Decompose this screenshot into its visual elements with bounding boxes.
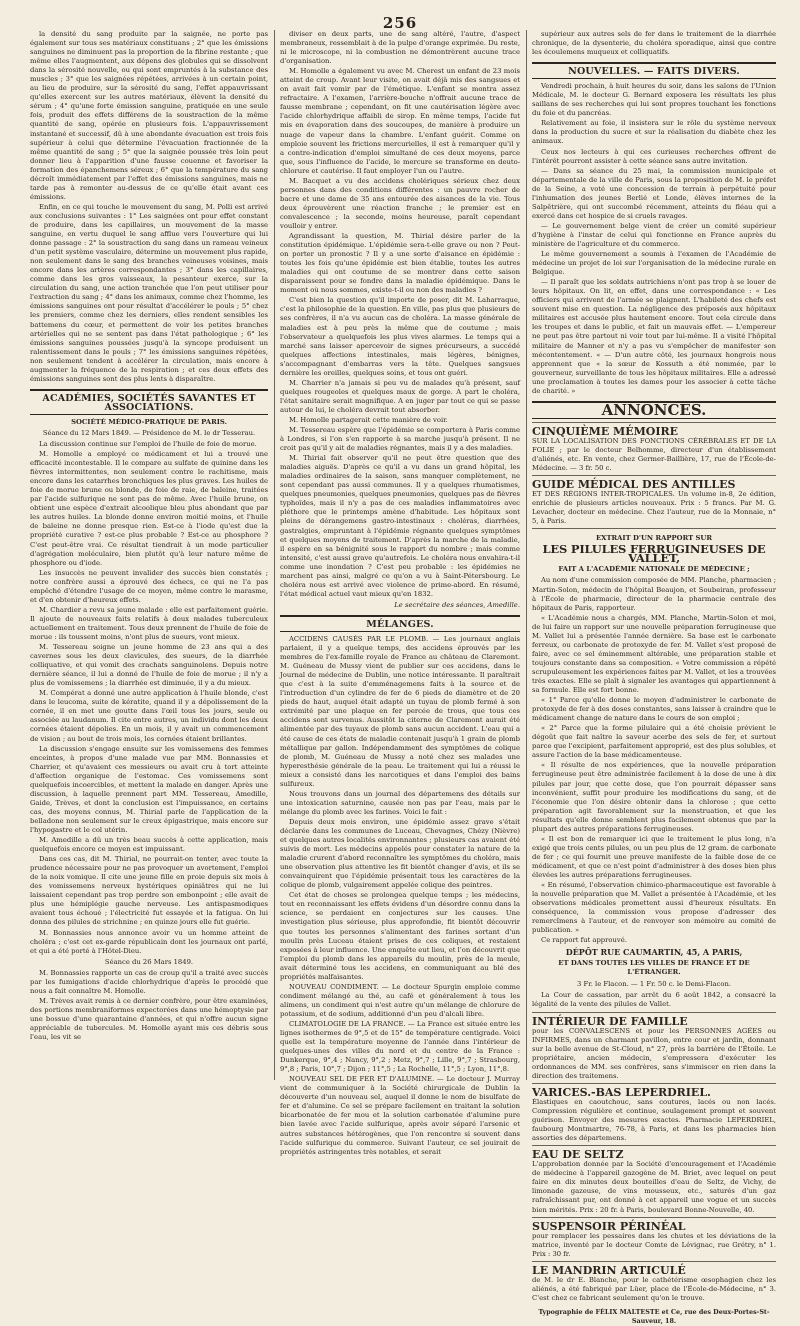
ad-suspensoir — [532, 1217, 776, 1261]
section-title-academies: ACADÉMIES, SOCIÉTÉS SAVANTES ET ASSOCIATIONS. — [30, 389, 268, 415]
paragraph: NOUVEAU SEL DE FER ET D'ALUMINE. — Le docteur J. Murray vient de communiquer à la Société chirurgicale de Dublin la découverte d'un nouveau sel, auquel il donne le nom de bisulfate de fer et d'alumine. Ce sel se prépare facilement en traitant la solution bicarbonatée de fer mou et la solution carbonatée d'alumine pure bien lavée avec l'acide sulfurique, après avoir séparé l'arsenic et autres substances hétérogènes, que l'on rencontre si souvent dans l'acide sulfurique du commerce. Suivant l'auteur, ce sel jouirait de propriétés astringentes très notables, et serait — [280, 1075, 520, 1156]
paragraph: Ce rapport fut approuvé. — [541, 936, 627, 945]
column-2 — [280, 30, 520, 1156]
paragraph: M. Homolle partagerait cette manière de voir. — [289, 415, 448, 424]
section-title-annonces: ANNONCES. — [532, 401, 776, 419]
paragraph: Depuis deux mois environ, une épidémie assez grave s'était déclarée dans les communes de Luceau, Chevagnes, Chézy (Nièvre) et quelques autres localités environnantes ; plusieurs cas avaient été suivis de mort. Les médecins appelés pour constater la nature de la maladie crurent d'abord reconnaître les symptômes du choléra, mais une observation plus attentive les fit bientôt changer d'avis, et ils se convainquirent que l'épidémie présentait tous les caractères de la colique de plomb, vulgairement appelée colique des peintres. — [280, 817, 520, 890]
ad-title: INTÉRIEUR DE FAMILLE — [532, 1014, 688, 1028]
paragraph: Agrandissant la question, M. Thirial désire parler de la constitution épidémique. L'épidémie sera-t-elle grave ou non ? Peut-on porter un pronostic ? Il y a une sorte d'aisance en épidémie : toutes les fois qu'une épidémie est bien établie, toutes les autres maladies qui ont coutume de se montrer dans cette saison disparaissent pour se fondre dans la maladie épidémique. Dans le moment où nous sommes, existe-t-il ou non des maladies ? — [280, 232, 520, 295]
ad-eau-seltz — [532, 1145, 776, 1216]
paragraph: Enfin, en ce qui touche le mouvement du sang, M. Polli est arrivé aux conclusions suivantes : 1° Les saignées ont pour effet constant de produire, dans les capillaires, un mouvement de la masse sanguine, en vertu duquel le sang afflue vers l'ouverture qui lui donne passage : 2° la soustraction du sang dans un rameau veineux d'un petit système vasculaire, détermine un mouvement plus rapide, non seulement dans le sang des branches veineuses voisines, mais encore dans les artères correspondantes ; 3° dans les capillaires, comme dans les gros vaisseaux, la pesanteur exerce, sur la circulation du sang, une action tranchée que l'on peut utiliser pour l'extraction du sang ; 4° dans les animaux, comme chez l'homme, les émissions sanguines ont pour résultat d'accélérer le pouls ; 5° chez les premiers, comme chez les derniers, elles rendent sensibles les battemens du cœur, et permettent de voir les petites branches artérielles qui ne se sentent pas dans l'état pathologique ; 6° les émissions sanguines poussées jusqu'à la syncope produisent un ralentissement dans le pouls ; 7° les émissions sanguines répétées, non seulement tendent à accélérer la circulation, mais encore à augmenter la fréquence de la respiration ; et ces deux effets des émissions sanguines sont des plus lents à disparaître. — [30, 202, 268, 383]
depot-address: DÉPÔT RUE CAUMARTIN, 45, A PARIS, — [565, 947, 743, 958]
ad-text: L'approbation donnée par la Société d'encouragement et l'Académie de médecine à l'appareil gazogène de M. Briet, avec lequel on peut faire en dix minutes deux bouteilles d'eau de Seltz, de Vichy, de limonade gazeuse, de vins mousseux, etc., saturés d'un gaz rafraîchissant pur, ont donné à cet appareil une vogue et un succès bien mérités. Prix : 20 fr. à Paris, boulevard Bonne-Nouvelle, 40. — [532, 1160, 776, 1214]
ad-text: ET DES RÉGIONS INTER-TROPICALES. Un volume in-8, 2e édition, enrichie de plusieurs articles nouveaux. Prix : 5 francs. Par M. G. Levacher, docteur en médecine. Chez l'auteur, rue de la Monnaie, n° 5, à Paris. — [532, 490, 776, 526]
ad-varices — [532, 1083, 776, 1145]
ad-title: VARICES.-BAS LEPERDRIEL. — [532, 1085, 711, 1099]
paragraph: M. Bonnassies rapporte un cas de croup qu'il a traité avec succès par les fumigations d'acide chlorhydrique d'après le procédé que nous a fait connaître M. Homolle. — [30, 968, 268, 995]
ad-title: EAU DE SELTZ — [532, 1148, 624, 1162]
ad-kicker: EXTRAIT D'UN RAPPORT SUR — [595, 534, 713, 543]
depot-price: 3 Fr. le Flacon. — 1 Fr. 50 c. le Demi-Flacon. — [577, 979, 731, 988]
ad-guide-antilles — [532, 475, 776, 528]
paragraph: Relativement au foie, il insistera sur le rôle du système nerveux dans la production du sucre et sur la réalisation du diabète chez les animaux. — [532, 119, 776, 146]
paragraph: M. Bonnassies nous annonce avoir vu un homme atteint de choléra ; c'est cet ex-garde républicain dont les journaux ont parlé, et qui a été porté à l'Hôtel-Dieu. — [30, 928, 268, 955]
section-title-nouvelles: NOUVELLES. — FAITS DIVERS. — [532, 62, 776, 79]
ad-text: Élastiques en caoutchouc, sans coutures, lacés ou non lacés. Compression régulière et continue, soulagement prompt et souvent guérison. Envoyer des mesures exactes. Pharmacie LEPERDRIEL, faubourg Montmartre, 76-78, à Paris, et dans les pharmacies bien assorties des départemens. — [532, 1098, 776, 1143]
section-title-melanges: MÉLANGES. — [280, 615, 520, 632]
paragraph: C'est bien la question qu'il importe de poser, dit M. Laharraque, c'est la philosophie de la question. En ville, pas plus que plusieurs de ses confrères, il n'a vu aucun cas de choléra. La masse générale de maladies est à peu près la même que de coutume ; mais l'observateur a quelquefois les plus vives alarmes. Le temps qui a marché sans laisser apercevoir de signes précurseurs, a succédé quelques affections intestinales, mais légères, bénignes, s'accompagnant d'embarras vers la tête. Quelques sangsues dernière les oreilles, quelques soins, et tous ont guéri. — [280, 296, 520, 377]
ad-pilules-vallet — [532, 528, 776, 1011]
column-rule-2 — [526, 30, 527, 1080]
printer-imprint: Typographie de FÉLIX MALTESTE et Ce, rue des Deux-Portes-St-Sauveur, 18. — [538, 1307, 770, 1325]
paragraph: la densité du sang produite par la saignée, ne porte pas également sur tous ses matériaux constituans ; 2° que les émissions sanguines ne diminuent pas la proportion de la fibrine restante ; que même elles l'augmentent, aux dépens des globules qui se dissolvent dans la sérosité nouvelle, ou qui sont empruntés à la substance des muscles ; 3° que les saignées répétées, arrivées à un certain point, au lieu de produire, sur la sérosité du sang, l'effet appauvrissant qu'elles exercent sur les autres matériaux, élèvent la densité du sérum ; 4° qu'une forte émission sanguine, pratiquée en une seule fois, produit des effets différens de la soustraction de la même quantité de sang, opérée en plusieurs fois. L'appauvrissement instantané et successif, dû à une abondante évacuation est trois fois supérieur à celui que détermine l'évacuation fractionnée de la même quantité de sang ; 5° que la saignée poussée très loin peut donner lieu à l'apparition d'une fausse couenne et favoriser la formation des épanchemens séreux ; 6° que la température du sang décroît immédiatement par l'effet des émissions sanguines, mais ne tarde pas à remonter au-dessus de ce qu'elle était avant ces émissions. — [30, 30, 268, 201]
session-date-2: Séance du 26 Mars 1849. — [104, 957, 194, 966]
paragraph: « Il est bon de remarquer ici que le traitement le plus long, n'a exigé que trois cents pilules, ou un peu plus de 12 gram. de carbonate de fer ; ce qui fournit une preuve manifeste de la faible dose de ce médicament, et que ce n'est point d'administrer à des doses bien plus élevées les autres préparations ferrugineuses. — [532, 834, 776, 879]
paragraph: CLIMATOLOGIE DE LA FRANCE. — La France est située entre les lignes isothermes de 9°,5 et de 15° de température centigrade. Voici quelle est la température moyenne de l'année dans l'intérieur de quelques-unes des villes du nord et du centre de la France : Dunkerque, 9°,4 ; Nancy, 9°,2 ; Metz, 9°,7 ; Lille, 9°,7 ; Strasbourg, 9°,8 ; Paris, 10°,7 ; Dijon ; 11°,5 ; La Rochelle, 11°,5 ; Lyon, 11°,8. — [280, 1019, 520, 1074]
paragraph: Vendredi prochain, à huit heures du soir, dans les salons de l'Union Médicale, M. le docteur G. Bernard exposera les résultats les plus saillans de ses recherches qui lui sont propres touchant les fonctions du foie et du pancréas. — [532, 82, 776, 118]
paragraph: « 2° Parce que la forme pilulaire qui a été choisie prévient le dégoût que fait naître la saveur acerbe des sels de fer, et surtout parce que l'excipient, parfaitement approprié, est des plus solubles, et assure l'action de la base médicamenteuse. — [532, 724, 776, 760]
paragraph: M. Chardier a revu sa jeune malade : elle est parfaitement guérie. Il ajoute de nouveaux faits relatifs à deux malades tuberculeux actuellement en traitement. Tous deux prennent de l'huile de foie de morue : ils toussent moins, n'ont plus de sueurs, vont mieux. — [30, 605, 268, 641]
depot-cities: ET DANS TOUTES LES VILLES DE FRANCE ET DE L'ÉTRANGER. — [558, 959, 750, 977]
ad-title: GUIDE MÉDICAL DES ANTILLES — [532, 478, 736, 492]
paragraph: « Il résulte de nos expériences, que la nouvelle préparation ferrugineuse peut être administrée facilement à la dose de une à dix pilules par jour, que cette dose, que l'on pourrait dépasser sans inconvénient, suffit pour produire les modifications du sang, et de l'économie que l'on désire obtenir dans la chlorose ; que cette préparation agit favorablement sur la menstruation, et que les résultats qu'elle donne semblent plus facilement obtenus que par la plupart des autres préparations ferrugineuses. — [532, 761, 776, 833]
paragraph: La discussion s'engage ensuite sur les vomissemens des femmes enceintes, à propos d'une malade vue par MM. Bonnassies et Charrier, et qu'avaient ces messieurs ou avait cru à tort atteinte d'affection organique de l'estomac. Ces vomissemens sont quelquefois incoercibles, et mettent la malade en danger. Après une discussion, à laquelle prennent part MM. Tessereau, Amedille, Gaide, Trèves, et dont la conclusion est l'impuissance, en certains cas, des moyens connus, M. Thirial parle de l'application de la belladone non seulement sur le creux épigastrique, mais encore sur l'hypogastre et le col utérin. — [30, 744, 268, 834]
paragraph: supérieur aux autres sels de fer dans le traitement de la diarrhée chronique, de la dysenterie, du choléra sporadique, ainsi que contre les écoulemens muqueux et colliquatifs. — [532, 30, 776, 57]
paragraph: — Le gouvernement belge vient de créer un comité supérieur d'hygiène à l'instar de celui qui fonctionne en France auprès du ministère de l'agriculture et du commerce. — [532, 221, 776, 248]
paragraph: Dans ces cas, dit M. Thirial, ne pourrait-on tenter, avec toute la prudence nécessaire pour ne pas provoquer un avortement, l'emploi de la noix vomique. Il cite une jeune fille en proie depuis six mois à des vomissemens nerveux hystériques opiniâtres qui ne lui laissaient cependant pas trop perdre son embonpoint ; elle avait de plus une hémiplégie gauche nerveuse. Les antispasmodiques avaient tous échoué ; l'électricité fut essayée et la fatigua. On lui donna des pilules de strichnine ; en quinze jours elle fut guérie. — [30, 855, 268, 927]
column-1 — [30, 30, 268, 1080]
paragraph: M. Thirial fait observer qu'il ne peut être question que des maladies aiguës. D'après ce qu'il a vu dans un grand hôpital, les maladies ordinaires de la saison, sans manquer complètement, ne sont cependant pas aussi communes. Il y a quelques rhumatismes, quelques pneumonies, quelques pneumonies, quelques pas de fièvres typhoïdes, mais il n'y a pas de ces maladies inflammatoires avec pléthore que le printemps amène d'habitude. Les hôpitaux sont pleins de dérangemens gastro-intestinaux : choléras, diarrhées, gastralgies, empruntant à l'épidémie régnante quelques symptômes et quelques moyens de traitement. D'après la marche de la maladie, il espère en sa bénignité sous le rapport du nombre ; mais comme intensité, c'est aussi grave qu'autrefois. Le choléra nous envahira-t-il comme une inondation ? C'est peu probable : les épidémies ne marchent pas ainsi, malgré ce qu'on a vu à Saint-Pétersbourg. Le choléra nous est arrivé avec violence de prime-abord. En résumé, l'état médical actuel vaut mieux qu'en 1832. — [280, 454, 520, 598]
column-rule-1 — [274, 30, 275, 1080]
session-date: Séance du 12 Mars 1849. — Présidence de M. le dr Tesserau. — [42, 428, 256, 437]
paragraph: — Dans sa séance du 25 mai, la commission municipale et départementale de la ville de Paris, sous la proposition de M. le préfet de la Seine, a voté une concession de terrain à perpétuité pour l'inhumation des jeunes Berlié et Londe, élèves internes de la Salpêtrière, qui ont succombé récemment, atteints du fléau qui a exercé dans cet hospice de si cruels ravages. — [532, 166, 776, 220]
paragraph: M. Compérat a donné une autre application à l'huile blonde, c'est dans le leucoma, suite de kératite, quand il y a dépolissement de la cornée, il en met une goutte dans l'œil tous les jours, seule ou associée au laudanum. Il cite entre autres, un individu dont les deux cornées étaient dépolies. En un mois, il y avait un commencement de vision ; au bout de trois mois, les cornées étaient brillantes. — [30, 689, 268, 743]
ad-cinquieme-memoire — [532, 422, 776, 475]
paragraph: Les insuccès ne peuvent invalider des succès bien constatés ; notre confrère aussi a éprouvé des échecs, ce qui ne l'a pas empêché d'étendre l'usage de ce moyen, même contre le marasme, et d'en obtenir d'heureux effets. — [30, 568, 268, 604]
paragraph: M. Tessereau espère que l'épidémie se comportera à Paris comme à Londres, si l'on s'en rapporte à sa marche jusqu'à présent. Il ne croit pas qu'il y ait de maladies régnantes, mais il y a des maladies. — [280, 426, 520, 453]
ad-text: pour remplacer les pessaires dans les chutes et les déviations de la matrice, inventé par le docteur Comte de Lévignac, rue Grétry, n° 1. Prix : 30 fr. — [532, 1231, 776, 1258]
society-title: SOCIÉTÉ MÉDICO-PRATIQUE DE PARIS. — [71, 417, 227, 426]
paragraph: M. Homolle a également vu avec M. Cherest un enfant de 23 mois atteint de croup. Avant leur visite, on avait déjà mis des sangsues et on avait fait vomir par de l'émétique. L'enfant se montra assez refractaire. A l'examen, l'arrière-bouche n'offrait aucune trace de fausse membrane ; cependant, on fit une cautérisation légère avec l'acide chlorhydrique affaibli de sirop. En même temps, l'acide fut mis en évaporation dans des soucoupes, de manière à produire un nuage de vapeur dans la chambre. L'enfant guérit. Comme on emploie souvent les frictions mercurielles, il est à remarquer qu'il y a contre-indication d'emploi simultané de ces deux moyens, parce que, sous l'influence de l'acide, le mercure se transforme en deuto-chlorure et cautérise. Il faut employer l'un ou l'autre. — [280, 67, 520, 175]
paragraph: NOUVEAU CONDIMENT. — Le docteur Spurgin emploie comme condiment mélangé au thé, au café et généralement à tous les alimens, un condiment qui n'est autre qu'un mélange de chlorure de potassium, et de sodium, additionné d'un peu d'alcali libre. — [280, 982, 520, 1018]
paragraph: — Il paraît que les soldats autrichiens n'ont pas trop à se louer de leurs hôpitaux. On lit, en effet, dans une correspondance : « Les officiers qui arrivent de l'armée se plaignent. L'habileté des chefs est souvent mise en question. La négligence des préposés aux hôpitaux militaires est accusée plus hautement encore. Tout cela circule dans les troupes et dans le public, et fait un mauvais effet. — L'empereur ne peut pas être partout ni voir tout par lui-même. Il a visité l'hôpital militaire de Manner et n'y a pas vu s'empêcher de manifester son mécontentement. « — D'un autre côté, les journaux hongrois nous apprennent que « la sœur de Kossuth a été nommée, par le gouverneur, surveillante de tous les hôpitaux militaires. Elle a adressé une proclamation à toutes les dames pour les associer à cette tâche de charité. » — [532, 278, 776, 395]
ad-title: LES PILULES FERRUGINEUSES DE VALLET, — [542, 542, 766, 566]
secretary-signature: Le secrétaire des séances, Amedille. — [394, 600, 520, 609]
paragraph: M. Trèves avait remis à ce dernier confrère, pour être examinées, des portions membraniformes expectorées dans une hémoptysie par une bossue d'une quarantaine d'années, et qui n'offre aucun signe appréciable de tubercules. M. Homolle ayant mis ces débris sous l'eau, les vit se — [30, 996, 268, 1042]
paragraph: Ceux nos lecteurs à qui ces curieuses recherches offrent de l'intérêt pourront assister à cette séance sans autre invitation. — [532, 147, 776, 165]
ad-subtitle: FAIT A L'ACADÉMIE NATIONALE DE MÉDECINE ; — [558, 565, 750, 574]
paragraph: Le même gouvernement a soumis à l'examen de l'Académie de médecine un projet de loi sur l'organisation de la médecine rurale en Belgique. — [532, 250, 776, 277]
paragraph: ACCIDENS CAUSÉS PAR LE PLOMB. — Les journaux anglais parlaient, il y a quelque temps, des accidens éprouvés par les membres de l'ex-famille royale de France au château de Claremont. M. Guéneau de Mussy vient de publier sur ces accidens, dans le Journal de médecine de Dublin, une notice intéressante. Il paraîtrait que c'est à la suite d'emménagemens faits à la source et de l'introduction d'un cylindre de fer de 6 pieds de diamètre et de 20 pieds de haut, auquel était adapté un tuyau de plomb fermé à son extrémité par une plaque en fer percée de trous, que tous ces accidens sont survenus. Aussitôt la citerne de Claremont aurait été alimentée par des tuyaux de plomb sans aucun accident. L'eau qui a été cause de ces états de maladie contenait jusqu'à 1 grain de plomb métallique par gallon. Indépendamment des symptômes de colique de plomb, M. Guéneau de Mussy a noté chez ses malades une hyperesthésie générale de la peau. Le traitement qui lui a réussi le mieux a consisté dans les narcotiques et dans l'emploi des bains sulfureux. — [280, 635, 520, 788]
column-3 — [532, 30, 776, 1325]
paragraph: Cet état de choses se prolongea quelque temps ; les médecins, tout en reconnaissant les effets évidens d'un désordre connu dans la science, se perdaient en conjectures sur les causes. Une investigation plus sérieuse, plus approfondie, fit bientôt découvrir que toutes les personnes s'alimentant des farines sortant d'un moulin près Luceau étaient prises de ces coliques, et restaient exposées à leur influence. Une enquête eut lieu, et l'on découvrit que l'emploi du plomb dans les appareils du moulin, près de la meule, avait déterminé tous les accidens, en communiquant au blé des propriétés malfaisantes. — [280, 891, 520, 981]
paragraph: « L'Académie nous a chargés, MM. Planche, Martin-Solon et moi, de lui faire un rapport sur une nouvelle préparation ferrugineuse que M. Vallet lui a présentée l'année dernière. Sa base est le carbonate ferreux, ou carbonate de protoxyde de fer. M. Vallet s'est proposé de faire, avec ce sel éminemment altérable, une préparation stable et toujours constante dans sa composition. « Votre commission a répété scrupuleusement les expériences faites par M. Vallet, et les a trouvées très exactes. Elle se plaît à signaler les avantages qui appartiennent à sa formule. Elle est fort bonne. — [532, 613, 776, 695]
paragraph: M. Bacquet a vu des accidens cholériques sérieux chez deux personnes dans des conditions différentes : un pauvre rocher de bacre et une dame de 35 ans entourée des aisances de la vie. Tous deux éprouvèrent une réaction franche ; le premier est en convalescence ; la seconde, moins heureuse, paraît cependant voulloir y entrer. — [280, 176, 520, 230]
ad-title: LE MANDRIN ARTICULÉ — [532, 1263, 686, 1277]
paragraph: M. Homolle a employé ce médicament et lui a trouvé une efficacité incontestable. Il le compare au sulfate de quinine dans les fièvres intermittentes, non seulement contre le rachitisme, mais encore dans les catarrhes bronchiques les plus graves. Les huiles de foie de morue brune ou blonde, de foie de raie, de baleine, traitées par l'acide sulfurique ne sont pas de même. Avec l'huile brune, on obtient une espèce d'extrait alcoolique bleu plus abondant que par les autres huiles. La blonde donne environ moitié moins, et l'huile de baleine ne donne presque rien. Est-ce à l'iode qu'est due la propriété curative ? est-ce plus probable ? Est-ce au phosphore ? C'est peut-être vrai. Ce résultat tiendrait à un mode particulier d'agrégation moléculaire, bien plutôt qu'à leur nature même de phosphore ou d'iode. — [30, 450, 268, 567]
ad-interieur-famille — [532, 1012, 776, 1083]
paragraph: La Cour de cassation, par arrêt du 6 août 1842, a consacré la légalité de la vente des pilules de Vallet. — [532, 990, 776, 1008]
paragraph: M. Tessereau soigne un jeune homme de 23 ans qui a des cavernes sous les deux clavicules, des sueurs, de la diarrhée colliquative, et qui vomit des crachats sanguinolens. Depuis notre dernière séance, il lui a donné de l'huile de foie de morue ; il n'y a plus de vomissemens ; la diarrhée est diminuée, il y a du mieux. — [30, 643, 268, 688]
ad-mandrin — [532, 1261, 776, 1305]
page-number: 256 — [382, 14, 418, 32]
paragraph: « 1° Parce qu'elle donne le moyen d'administrer le carbonate de protoxyde de fer à des doses constantes, sans laisser à craindre que le médicament change de nature dans le cours de son emploi ; — [532, 696, 776, 723]
paragraph: M. Charrier n'a jamais si peu vu de malades qu'à présent, sauf quelques rougeoles et quelques maux de gorge. A part le choléra, l'état sanitaire serait magnifique. A en juger par tout ce qui se passe autour de lui, le choléra devrait tout absorber. — [280, 378, 520, 414]
ad-text: SUR LA LOCALISATION DES FONCTIONS CÉRÉBRALES ET DE LA FOLIE ; par le docteur Belhomme, directeur d'un établissement d'aliénés, etc. En vente, chez Germer-Baillière, 17, rue de l'École-de-Médecine. — 3 fr. 50 c. — [532, 436, 776, 473]
paragraph: La discussion continue sur l'emploi de l'huile de foie de morue. — [39, 440, 257, 449]
paragraph: Au nom d'une commission composée de MM. Planche, pharmacien ; Martin-Solon, médecin de l'hôpital Beaujon, et Soubeiran, professeur à l'École de pharmacie, directeur de la pharmacie centrale des hôpitaux de Paris, rapporteur. — [532, 576, 776, 612]
paragraph: M. Amedille a dû un très beau succès à cette application, mais quelquefois encore ce moyen est impuissant. — [30, 836, 268, 854]
ad-text: de M. le dr E. Blanche, pour le cathétérisme œsophagien chez les aliénés, a été fabriqué par Lüer, place de l'École-de-Médecine, n° 3. C'est chez ce fabricant seulement qu'on le trouve. — [532, 1275, 776, 1302]
ad-title: CINQUIÈME MÉMOIRE — [532, 424, 679, 438]
paragraph: « En résumé, l'observation chimico-pharmaceutique est favorable à la nouvelle préparation que M. Vallet a présentée à l'Académie, et les observations médicales promettent aussi d'heureux résultats. En conséquence, la commission vous propose d'adresser des remercîmens à l'auteur, et de renvoyer son mémoire au comité de publication. » — [532, 881, 776, 935]
paragraph: Nous trouvons dans un journal des départemens des détails sur une intoxication saturnine, causée non pas par l'eau, mais par le mélange du plomb avec les farines. Voici le fait : — [280, 789, 520, 816]
ad-title: SUSPENSOIR PÉRINÉAL — [532, 1219, 686, 1233]
ad-text: pour les CONVALESCENS et pour les PERSONNES AGÉES ou INFIRMES, dans un charmant pavillon, entre cour et jardin, donnant sur la belle avenue de St-Cloud, n° 27, près la barrière de l'Étoile. Le propriétaire, ancien médecin, s'empressera d'exécuter les ordonnances de MM. ses confrères, sans s'immiscer en rien dans la direction des traitemens. — [532, 1026, 776, 1080]
paragraph: diviser en deux parts, une de sang altéré, l'autre, d'aspect membraneux, ressemblait à de la pulpe d'orange exprimée. Du reste, ni le microscope, ni la combustion ne démontrèrent aucune trace d'organisation. — [280, 30, 520, 66]
